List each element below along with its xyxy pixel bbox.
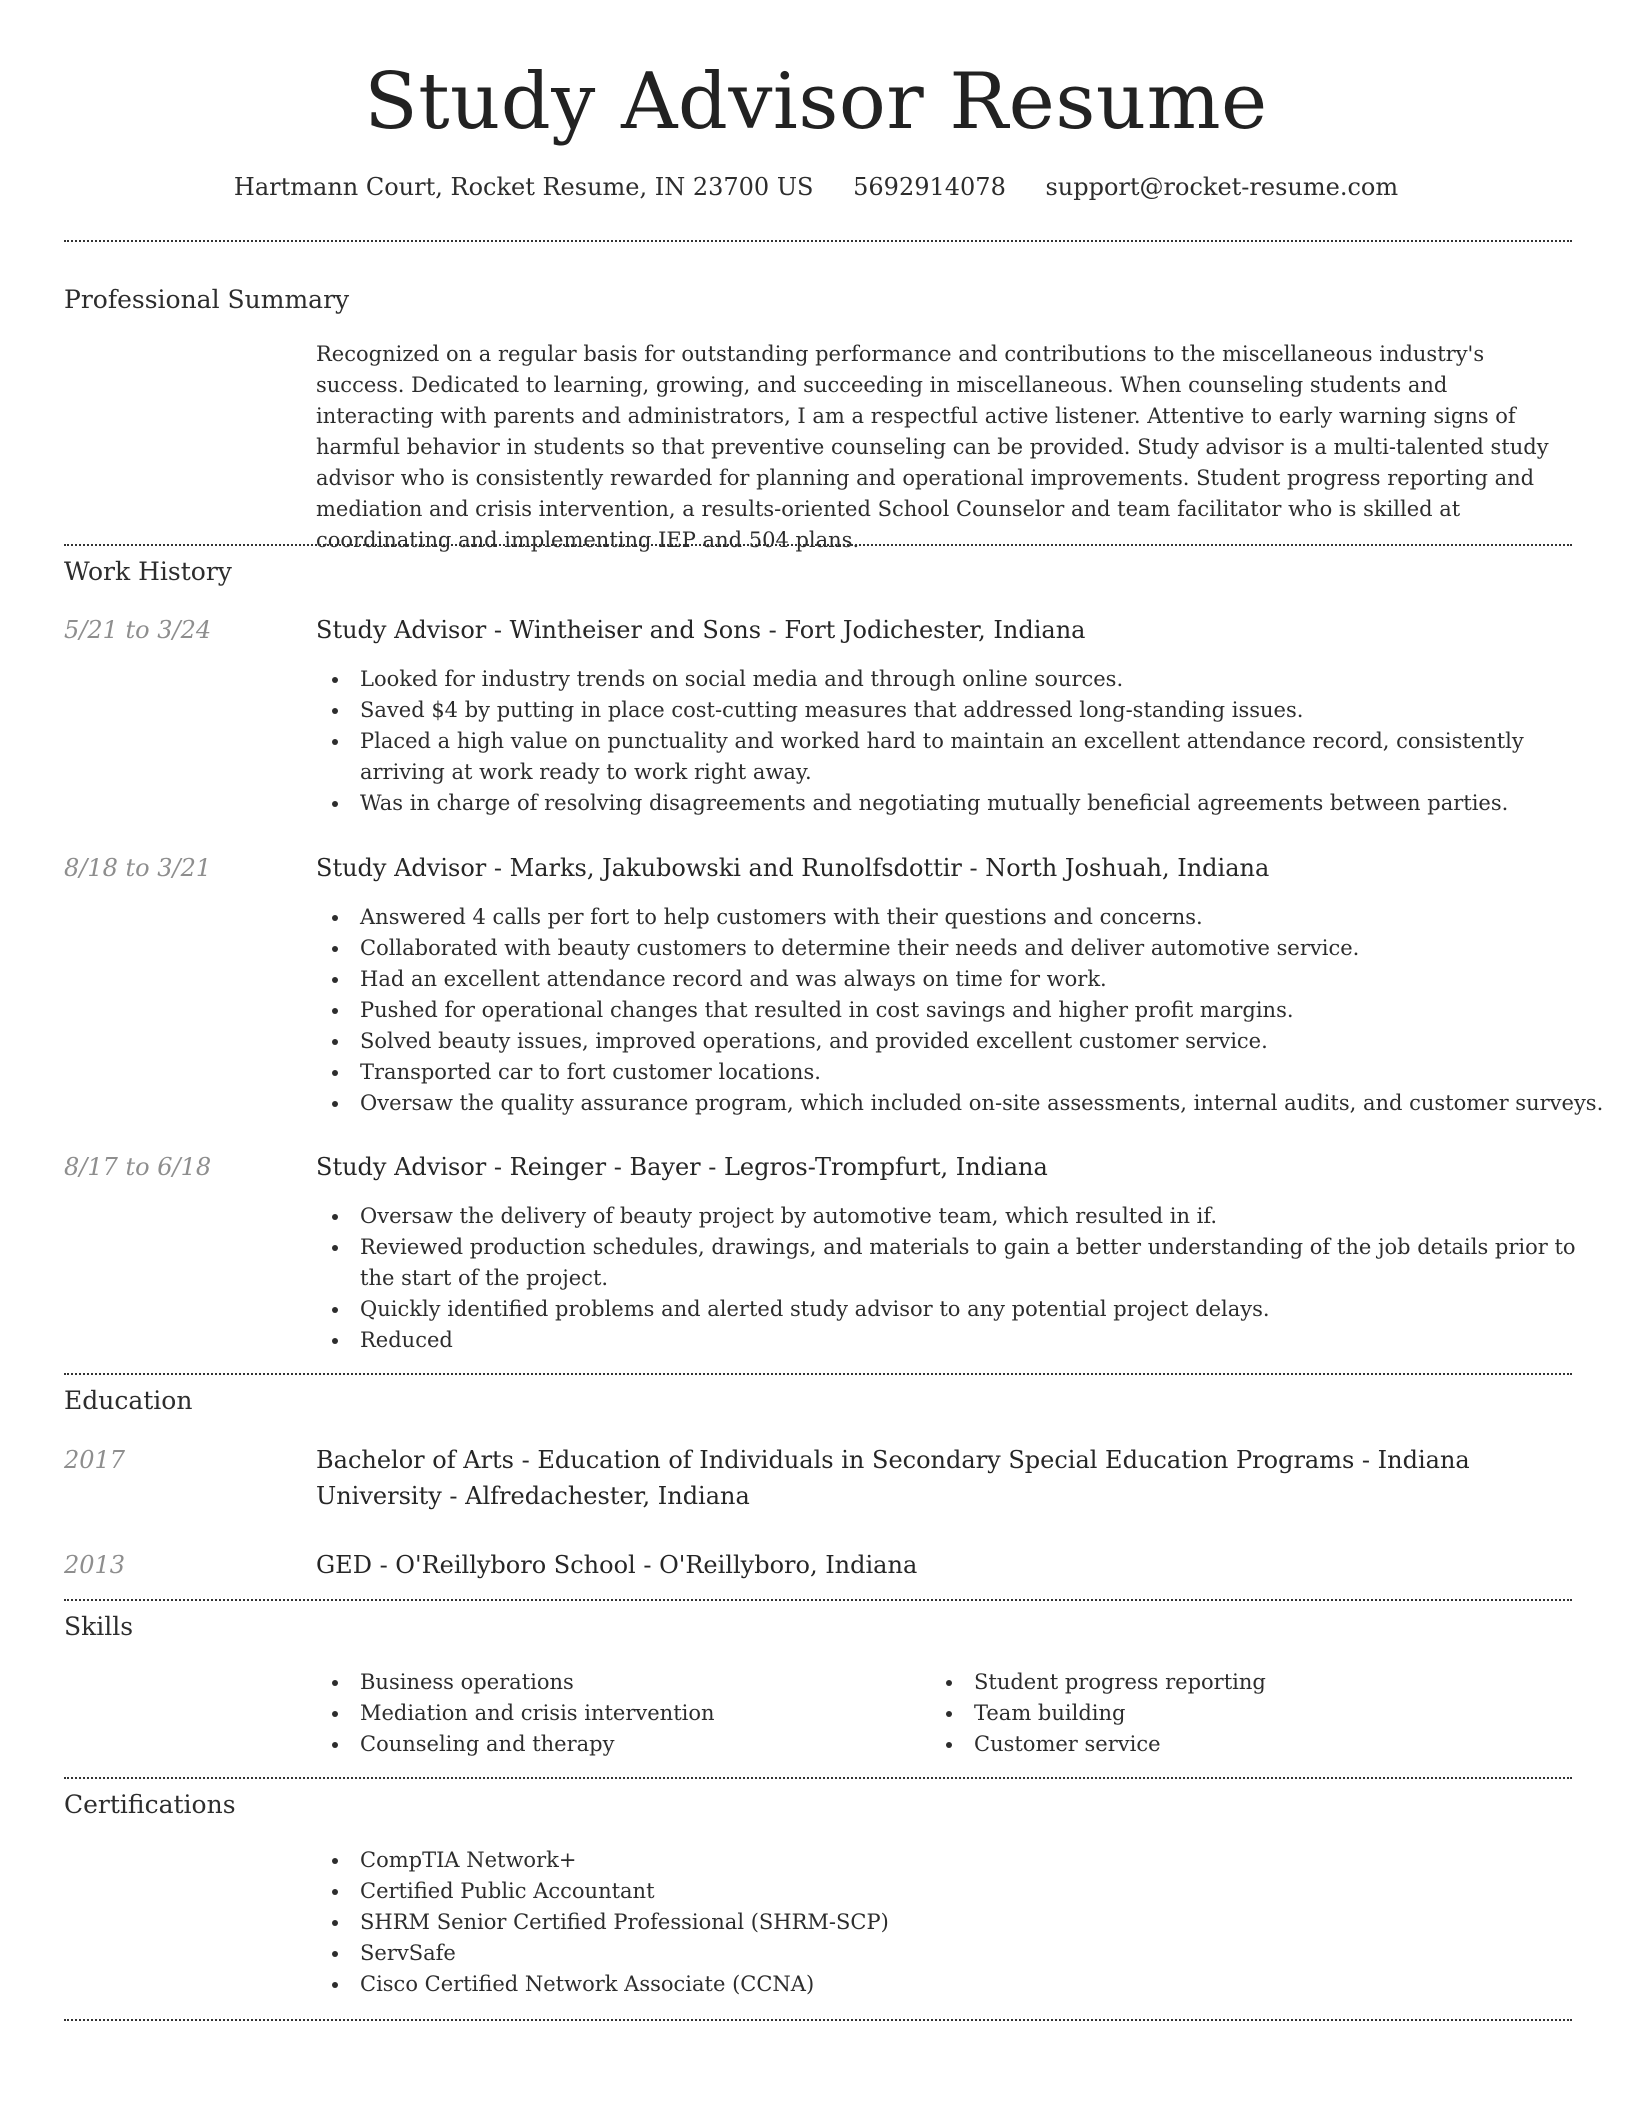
list-item: Answered 4 calls per fort to help customers with their questions and concerns. [360, 902, 1610, 933]
list-item: Collaborated with beauty customers to determine their needs and deliver automotive service. [360, 933, 1610, 964]
list-item: Saved $4 by putting in place cost-cutting measures that addressed long-standing issues. [360, 695, 1610, 726]
certifications-heading: Certifications [64, 1790, 236, 1819]
skills-list-left [316, 1667, 920, 1760]
job-title: Study Advisor - Reinger - Bayer - Legros-Trompfurt, Indiana [316, 1153, 1048, 1181]
education-heading: Education [64, 1386, 193, 1415]
list-item: ServSafe [360, 1938, 1610, 1969]
section-divider [64, 544, 1572, 546]
list-item: Business operations [360, 1667, 920, 1698]
list-item: Mediation and crisis intervention [360, 1698, 920, 1729]
contact-address: Hartmann Court, Rocket Resume, IN 23700 US [233, 173, 814, 201]
skills-list-right [930, 1667, 1574, 1760]
job-dates: 8/18 to 3/21 [64, 854, 212, 882]
list-item: Student progress reporting [974, 1667, 1574, 1698]
list-item: SHRM Senior Certified Professional (SHRM-SCP) [360, 1907, 1610, 1938]
list-item: Customer service [974, 1729, 1574, 1760]
job-dates: 8/17 to 6/18 [64, 1153, 212, 1181]
list-item: Solved beauty issues, improved operations, and provided excellent customer service. [360, 1026, 1610, 1057]
list-item: Reviewed production schedules, drawings, and materials to gain a better understanding of the job details prior to the start of the project. [360, 1232, 1610, 1294]
section-divider [64, 240, 1572, 242]
list-item: Transported car to fort customer locations. [360, 1057, 1610, 1088]
list-item: Placed a high value on punctuality and worked hard to maintain an excellent attendance record, consistently arriving at work ready to work right away. [360, 726, 1610, 788]
job-bullets [316, 1201, 1610, 1356]
contact-phone: 5692914078 [853, 173, 1006, 201]
section-divider [64, 1599, 1572, 1601]
list-item: Looked for industry trends on social media and through online sources. [360, 664, 1610, 695]
job-title: Study Advisor - Marks, Jakubowski and Runolfsdottir - North Joshuah, Indiana [316, 854, 1270, 882]
list-item: Pushed for operational changes that resulted in cost savings and higher profit margins. [360, 995, 1610, 1026]
list-item: Was in charge of resolving disagreements and negotiating mutually beneficial agreements between parties. [360, 788, 1610, 819]
contact-line [0, 170, 1632, 204]
list-item: Oversaw the quality assurance program, which included on-site assessments, internal audits, and customer surveys. [360, 1088, 1610, 1119]
certifications-list [316, 1845, 1610, 2000]
list-item: Oversaw the delivery of beauty project by automotive team, which resulted in if. [360, 1201, 1610, 1232]
education-entry: Bachelor of Arts - Education of Individuals in Secondary Special Education Programs - Indiana University - Alfredachester, Indiana [316, 1446, 1470, 1510]
section-divider [64, 2019, 1572, 2021]
summary-text: Recognized on a regular basis for outstanding performance and contributions to the miscellaneous industry's success. Dedicated to learning, growing, and succeeding in miscellaneous. When counseling students and interacting with parents and administrators, I am a respectful active listener. Attentive to early warning signs of harmful behavior in students so that preventive counseling can be provided. Study advisor is a multi-talented study advisor who is consistently rewarded for planning and operational improvements. Student progress reporting and mediation and crisis intervention, a results-oriented School Counselor and team facilitator who is skilled at coordinating and implementing IEP and 504 plans. [316, 342, 1549, 552]
education-year: 2017 [64, 1446, 126, 1474]
job-bullets [316, 902, 1610, 1119]
work-heading: Work History [64, 557, 232, 586]
list-item: Team building [974, 1698, 1574, 1729]
contact-email: support@rocket-resume.com [1045, 173, 1399, 201]
list-item: Counseling and therapy [360, 1729, 920, 1760]
list-item: Had an excellent attendance record and was always on time for work. [360, 964, 1610, 995]
list-item: Quickly identified problems and alerted study advisor to any potential project delays. [360, 1294, 1610, 1325]
summary-heading: Professional Summary [64, 285, 350, 314]
section-divider [64, 1777, 1572, 1779]
list-item: CompTIA Network+ [360, 1845, 1610, 1876]
skills-heading: Skills [64, 1612, 134, 1641]
job-bullets [316, 664, 1610, 819]
job-dates: 5/21 to 3/24 [64, 616, 212, 644]
education-entry: GED - O'Reillyboro School - O'Reillyboro, Indiana [316, 1551, 918, 1579]
job-title: Study Advisor - Wintheiser and Sons - Fort Jodichester, Indiana [316, 616, 1086, 644]
list-item: Certified Public Accountant [360, 1876, 1610, 1907]
list-item: Cisco Certified Network Associate (CCNA) [360, 1969, 1610, 2000]
resume-title: Study Advisor Resume [364, 57, 1268, 147]
list-item: Reduced [360, 1325, 1610, 1356]
education-year: 2013 [64, 1551, 126, 1579]
section-divider [64, 1373, 1572, 1375]
